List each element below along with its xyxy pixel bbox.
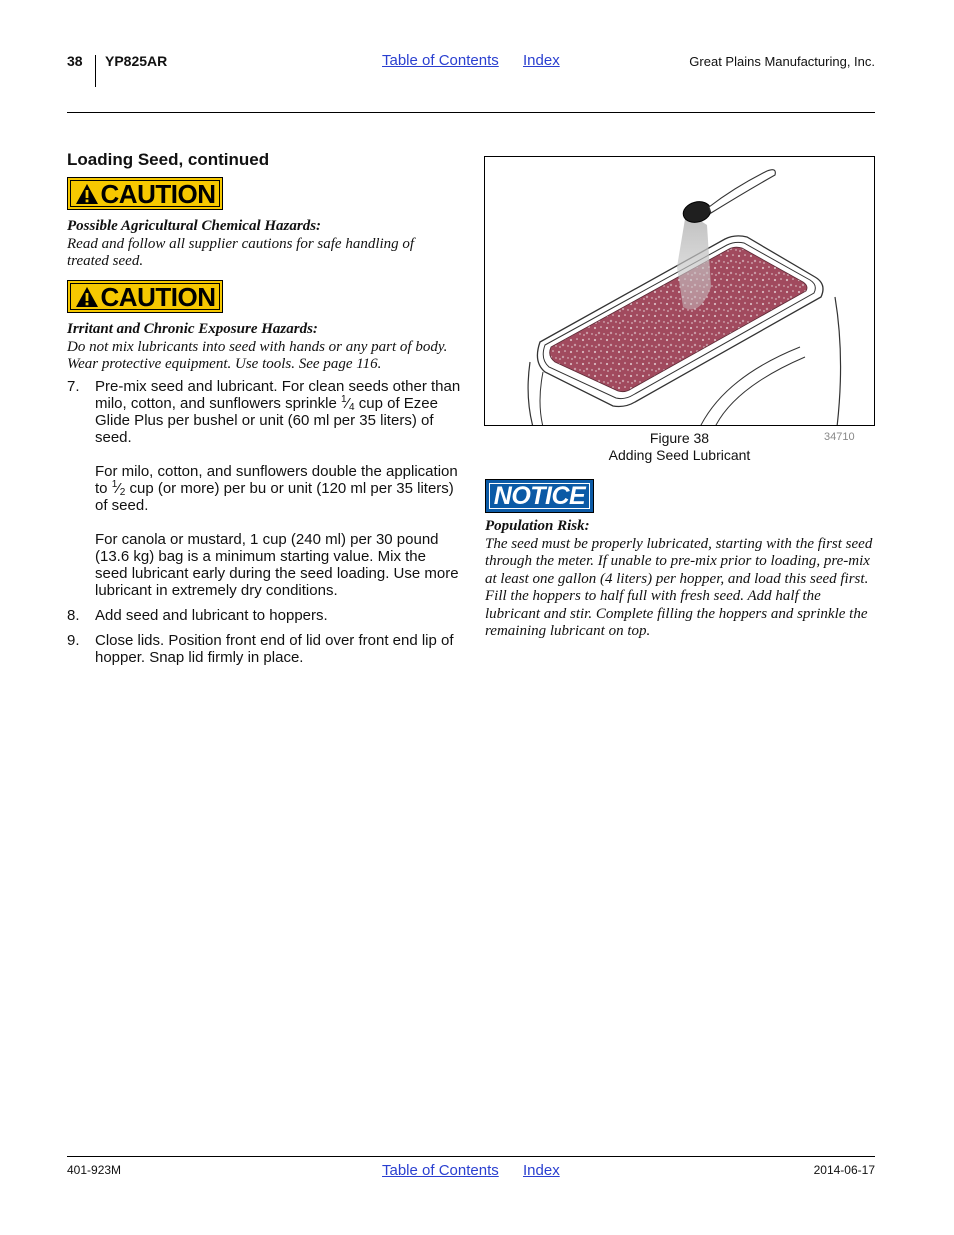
header-divider: [95, 55, 96, 87]
caution-word: CAUTION: [100, 281, 216, 312]
step-paragraph: For milo, cotton, and sunflowers double the application to $^1⁄_2$ cup (or more) per bu or unit (120 ml per 35 liters) of seed.: [95, 463, 458, 514]
section-title: Loading Seed, continued: [67, 150, 270, 169]
step-number: 9.: [67, 632, 80, 649]
page-number: 38: [67, 53, 83, 69]
hopper-illustration: [485, 157, 875, 426]
step-list: [67, 378, 462, 674]
footer-toc-link[interactable]: Table of Contents: [382, 1162, 499, 1179]
figure-image: [484, 156, 875, 426]
header-toc-link[interactable]: Table of Contents: [382, 52, 499, 69]
figure-caption: [484, 430, 875, 464]
figure-code: 34710: [824, 431, 855, 443]
figure-title: Adding Seed Lubricant: [608, 447, 751, 463]
document-number: 401-923M: [67, 1163, 122, 1177]
model-name: YP825AR: [105, 53, 168, 69]
notice-label: [485, 479, 594, 513]
warning-triangle-icon: [75, 286, 99, 308]
notice-word: NOTICE: [489, 483, 590, 509]
step-paragraph: For canola or mustard, 1 cup (240 ml) per 30 pound (13.6 kg) bag is a minimum starting value. Mix the seed lubricant early during the seed loading. Use more lubricant in extremely dry conditions.: [95, 531, 459, 599]
notice-body: The seed must be properly lubricated, starting with the first seed through the meter. If unable to pre-mix prior to loading, pre-mix at least one gallon (4 liters) per hopper, and load this seed first. Fill the hoppers to half full with fresh seed. Add half the lubricant and stir. Complete filling the hoppers and sprinkle the remaining lubricant on top.: [485, 535, 873, 639]
step-text: Close lids. Position front end of lid over front end lip of hopper. Snap lid firmly in place.: [95, 632, 454, 666]
caution-text: Do not mix lubricants into seed with hands or any part of body. Wear protective equipment. Use tools. See page 116.: [67, 338, 448, 372]
caution-label-2: [67, 280, 223, 313]
caution-message-1: [67, 218, 452, 271]
list-item: [67, 378, 462, 599]
caution-word: CAUTION: [100, 178, 216, 209]
notice-title: Population Risk:: [485, 518, 590, 534]
caution-message-2: [67, 321, 452, 374]
step-number: 7.: [67, 378, 80, 395]
header-rule: [67, 112, 875, 113]
notice-message: [485, 518, 877, 641]
step-text: Add seed and lubricant to hoppers.: [95, 607, 328, 624]
caution-title: Irritant and Chronic Exposure Hazards:: [67, 321, 318, 337]
publication-date: 2014-06-17: [813, 1163, 875, 1177]
list-item: [67, 632, 462, 666]
caution-label-1: [67, 177, 223, 210]
step-number: 8.: [67, 607, 80, 624]
figure-label: Figure 38: [649, 430, 710, 446]
header-index-link[interactable]: Index: [523, 52, 560, 69]
caution-text: Read and follow all supplier cautions for safe handling of treated seed.: [67, 235, 415, 269]
caution-title: Possible Agricultural Chemical Hazards:: [67, 218, 322, 234]
list-item: [67, 607, 462, 624]
warning-triangle-icon: [75, 183, 99, 205]
footer-rule: [67, 1156, 875, 1157]
footer-index-link[interactable]: Index: [523, 1162, 560, 1179]
step-paragraph: Pre-mix seed and lubricant. For clean seeds other than milo, cotton, and sunflowers sprinkle $^1⁄_4$ cup of Ezee Glide Plus per bushel or unit (60 ml per 35 liters) of seed.: [95, 378, 461, 446]
company-name: Great Plains Manufacturing, Inc.: [689, 54, 875, 69]
